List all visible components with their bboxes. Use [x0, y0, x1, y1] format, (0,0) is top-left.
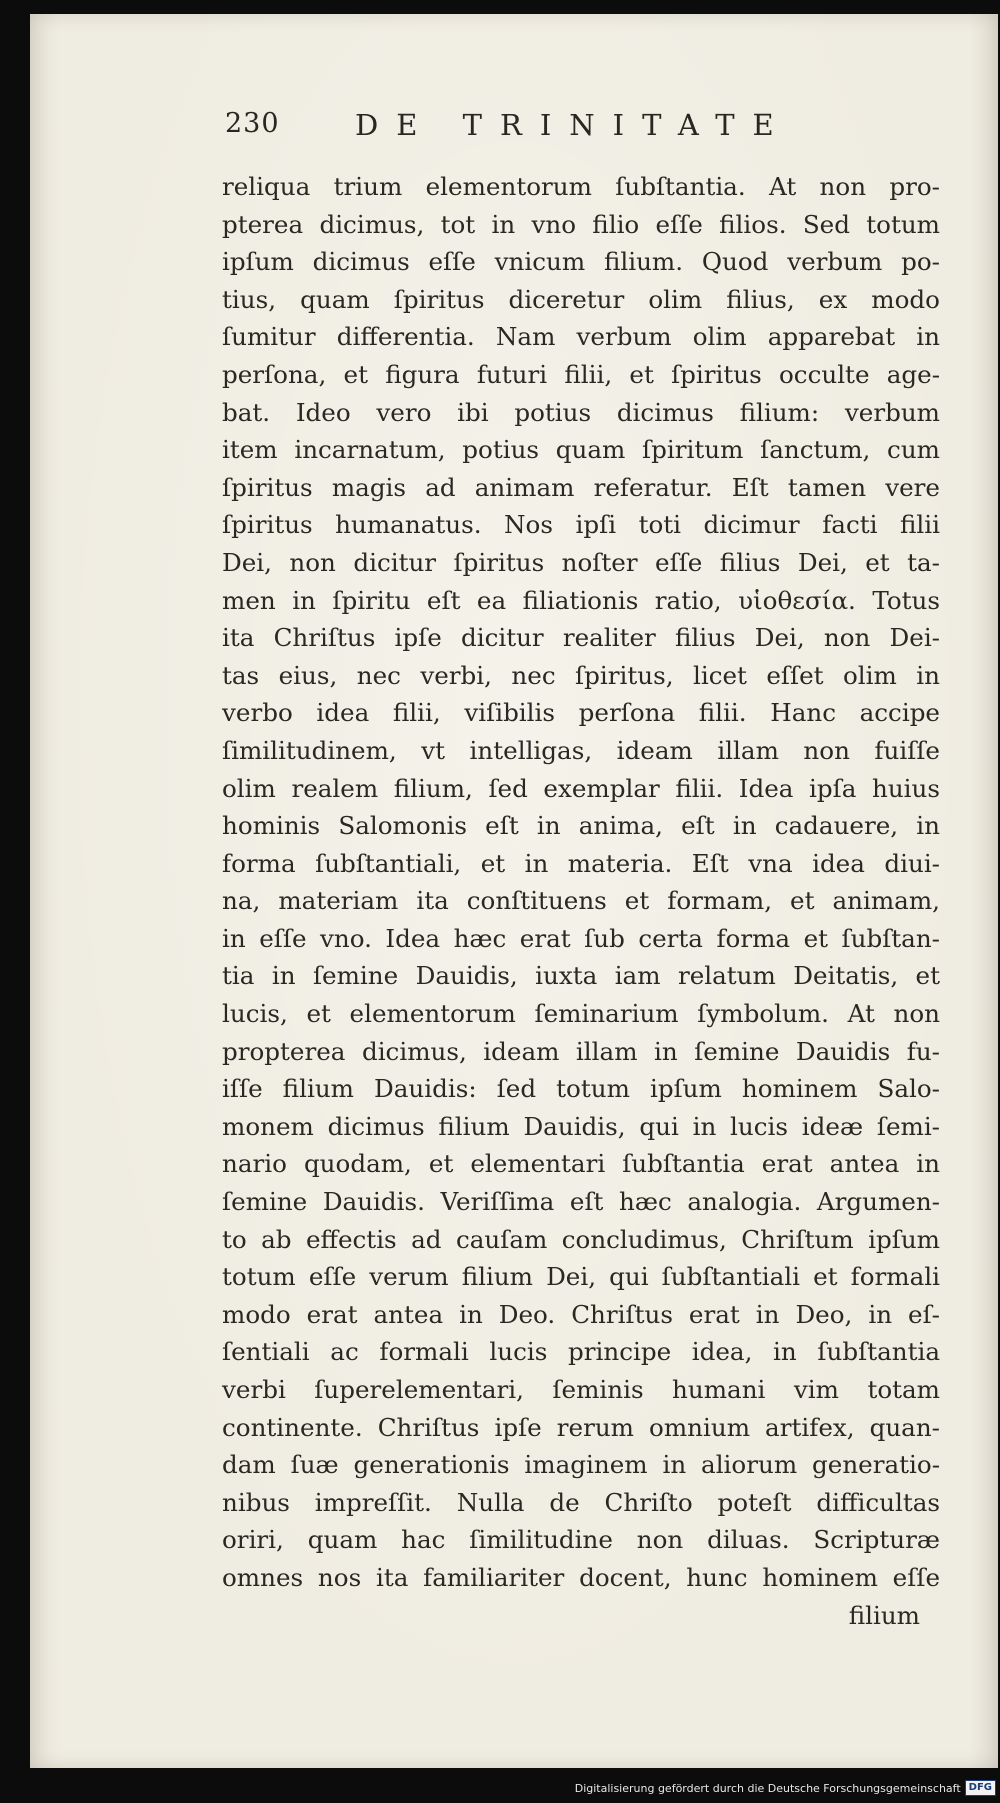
text-line: men in ſpiritu eſt ea filiationis ratio, υἱοθεσία. Totus — [222, 585, 940, 615]
dfg-logo: DFG — [965, 1780, 996, 1796]
text-line: modo erat antea in Deo. Chriſtus erat in Deo, in eſ- — [222, 1299, 940, 1329]
text-line: forma ſubſtantiali, et in materia. Eſt vna idea diui- — [222, 848, 940, 878]
text-line: olim realem filium, ſed exemplar filii. Idea ipſa huius — [222, 773, 940, 803]
text-line: iſſe filium Dauidis: ſed totum ipſum hominem Salo- — [222, 1074, 940, 1104]
text-line: nibus impreſſit. Nulla de Chriſto poteſt difficultas — [222, 1487, 940, 1517]
text-line: oriri, quam hac ſimilitudine non diluas. Scripturæ — [222, 1525, 940, 1555]
text-line: monem dicimus filium Dauidis, qui in lucis ideæ ſemi- — [222, 1111, 940, 1141]
text-line: lucis, et elementorum ſeminarium ſymbolum. At non — [222, 999, 940, 1029]
text-line: ſemine Dauidis. Veriſſima eſt hæc analogia. Argumen- — [222, 1187, 940, 1217]
text-line: item incarnatum, potius quam ſpiritum ſanctum, cum — [222, 435, 940, 465]
page-header — [225, 108, 805, 148]
text-line: bat. Ideo vero ibi potius dicimus filium: verbum — [222, 397, 940, 427]
page-number: 230 — [225, 108, 280, 139]
text-line: continente. Chriſtus ipſe rerum omnium artifex, quan- — [222, 1412, 940, 1442]
text-line: tius, quam ſpiritus diceretur olim filius, ex modo — [222, 284, 940, 314]
text-line: verbi ſuperelementari, ſeminis humani vim totam — [222, 1375, 940, 1404]
text-line: tas eius, nec verbi, nec ſpiritus, licet eſſet olim in — [222, 660, 940, 690]
text-line: perſona, et figura futuri filii, et ſpiritus occulte age- — [222, 359, 940, 389]
text-line: ſentiali ac formali lucis principe idea, in ſubſtantia — [222, 1337, 940, 1367]
text-line: tia in ſemine Dauidis, iuxta iam relatum Deitatis, et — [222, 961, 940, 991]
text-line: ſpiritus magis ad animam referatur. Eſt tamen vere — [222, 472, 940, 502]
text-line: propterea dicimus, ideam illam in ſemine Dauidis fu- — [222, 1036, 940, 1066]
text-line: ſimilitudinem, vt intelligas, ideam illam non fuiſſe — [222, 735, 940, 765]
text-line: totum eſſe verum filium Dei, qui ſubſtantiali et formali — [222, 1262, 940, 1292]
digitization-credit — [575, 1779, 996, 1797]
text-line: pterea dicimus, tot in vno filio eſſe filios. Sed totum — [222, 209, 940, 239]
text-line: hominis Salomonis eſt in anima, eſt in cadauere, in — [222, 811, 940, 841]
text-line: na, materiam ita conſtituens et formam, et animam, — [222, 886, 940, 916]
text-line: nario quodam, et elementari ſubſtantia erat antea in — [222, 1149, 940, 1179]
text-line: dam ſuæ generationis imaginem in aliorum generatio- — [222, 1450, 940, 1480]
text-line: ita Chriſtus ipſe dicitur realiter filius Dei, non Dei- — [222, 623, 940, 653]
text-line: reliqua trium elementorum ſubſtantia. At non pro- — [222, 172, 940, 201]
catchword: filium — [848, 1600, 920, 1630]
text-line: verbo idea filii, viſibilis perſona filii. Hanc accipe — [222, 698, 940, 728]
text-line: in eſſe vno. Idea hæc erat ſub certa forma et ſubſtan- — [222, 923, 940, 953]
text-line: ipſum dicimus eſſe vnicum filium. Quod verbum po- — [222, 247, 940, 277]
text-line: ſpiritus humanatus. Nos ipſi toti dicimur facti filii — [222, 510, 940, 540]
text-line: to ab effectis ad cauſam concludimus, Chriſtum ipſum — [222, 1224, 940, 1254]
text-line: omnes nos ita familiariter docent, hunc hominem eſſe — [222, 1562, 940, 1592]
body-text — [222, 168, 940, 1634]
text-line: Dei, non dicitur ſpiritus noſter eſſe filius Dei, et ta- — [222, 547, 940, 577]
credit-text: Digitalisierung gefördert durch die Deutsche Forschungsgemeinschaft — [574, 1781, 961, 1795]
running-head: DE TRINITATE — [355, 108, 792, 142]
text-line: ſumitur differentia. Nam verbum olim apparebat in — [222, 322, 940, 352]
